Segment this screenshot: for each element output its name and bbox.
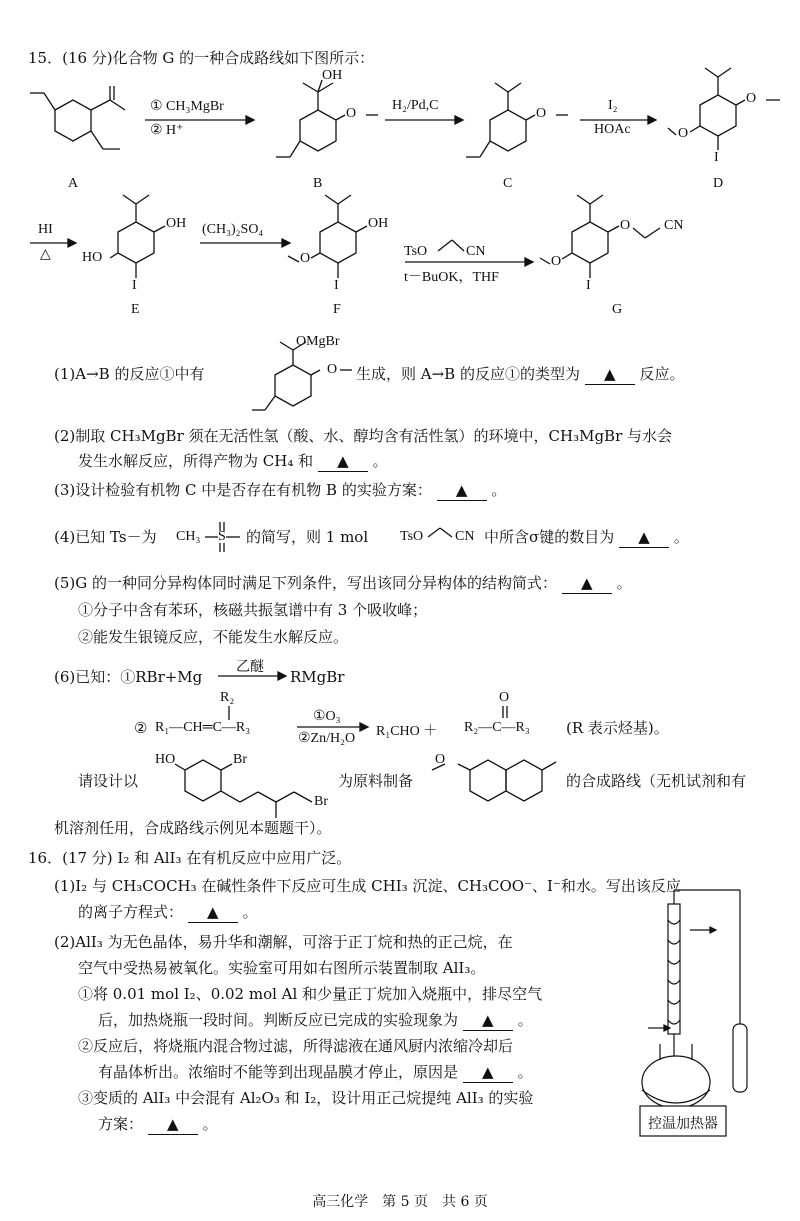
q16-2-step3-line2 <box>98 1114 218 1135</box>
q16-1-text-a: (1)I₂ 与 CH₃COCH₃ 在碱性条件下反应可生成 CHI₃ 沉淀、CH₃COO⁻、I⁻和水。写出该反应 <box>54 877 681 895</box>
q15-5-cond1: ①分子中含有苯环，核磁共振氢谱中有 3 个吸收峰； <box>78 601 428 619</box>
q15-2-text-c: 。 <box>372 452 388 470</box>
q15-1-answer-blank[interactable]: ▲ <box>585 364 635 385</box>
q16-header: 16．(17 分) I₂ 和 AlI₃ 在有机反应中应用广泛。 <box>28 849 352 867</box>
q16-2-text-b: 空气中受热易被氧化。实验室可用如右图所示装置制取 AlI₃。 <box>78 959 486 977</box>
q15-6-text-e: 机溶剂任用，合成路线示例见本题题干）。 <box>54 819 332 837</box>
q15-4-cn: CN <box>455 529 475 544</box>
reagent-de1: HI <box>38 222 53 237</box>
atom-o-d: O <box>746 91 757 106</box>
atom-i-e: I <box>132 278 137 293</box>
q15-6-text-b: 请设计以 <box>78 772 139 790</box>
reagent-cd1: I₂ <box>608 98 618 113</box>
q15-4-text-a: (4)已知 Ts－为 <box>54 528 157 546</box>
q15-4-ch3: CH₃ <box>176 529 201 544</box>
q15-3-answer-blank[interactable]: ▲ <box>437 480 487 501</box>
q15-3-line <box>54 480 506 501</box>
q15-5-text-c: 。 <box>616 574 632 592</box>
atom-ho-e: HO <box>82 250 103 265</box>
reagent-ab2: ② H⁺ <box>150 123 184 138</box>
q16-2-step1-answer-blank[interactable]: ▲ <box>463 1010 513 1031</box>
q15-2-text-b: 发生水解反应，所得产物为 CH₄ 和 <box>78 452 314 470</box>
atom-o-target: O <box>435 752 446 767</box>
q16-2-text-a: (2)AlI₃ 为无色晶体，易升华和潮解，可溶于正丁烷和热的正己烷，在 <box>54 933 513 951</box>
q15-6-n2: ② <box>134 719 148 737</box>
q15-6-zn: ②Zn/H₂O <box>298 731 356 746</box>
atom-o-g: O <box>620 218 631 233</box>
q15-1-text-a: (1)A→B 的反应①中有 <box>54 365 205 383</box>
q15-4-text-d: 。 <box>673 528 689 546</box>
q15-4-line-end <box>484 527 689 548</box>
q15-3-text-a: (3)设计检验有机物 C 中是否存在有机物 B 的实验方案： <box>54 481 432 499</box>
atom-o-d2: O <box>678 126 689 141</box>
atom-br-sm2: Br <box>314 794 328 809</box>
q15-header: 15．(16 分)化合物 G 的一种合成路线如下图所示： <box>28 49 375 67</box>
q15-2-answer-blank[interactable]: ▲ <box>318 451 368 472</box>
label-g: G <box>612 302 623 317</box>
q16-2-step1-line2 <box>98 1010 533 1031</box>
atom-oh-e: OH <box>166 216 187 231</box>
q15-3-text-c: 。 <box>491 481 507 499</box>
atom-br-sm1: Br <box>233 752 247 767</box>
reagent-ef: (CH₃)₂SO₄ <box>202 222 264 237</box>
q16-2-step2-b: 有晶体析出。浓缩时不能等到出现晶膜才停止，原因是 <box>98 1063 459 1081</box>
q16-1-text-c: 。 <box>242 903 258 921</box>
atom-oh-b: OH <box>322 68 343 83</box>
q16-2-step3-b: 方案： <box>98 1115 144 1133</box>
reagent-fg-tso: TsO <box>404 244 428 259</box>
compound-a-structure <box>30 86 125 149</box>
q15-6-ether: 乙醚 <box>236 660 264 675</box>
label-f: F <box>333 302 341 317</box>
q15-5-text-a: (5)G 的一种同分异构体同时满足下列条件，写出该同分异构体的结构简式： <box>54 574 558 592</box>
atom-omgbr: OMgBr <box>296 334 340 349</box>
q16-2-step3-end: 。 <box>202 1115 218 1133</box>
q15-6-alkene: R₁—CH═C—R₃ <box>155 720 251 735</box>
atom-o-int: O <box>327 362 338 377</box>
q15-4-tso: TsO <box>400 529 424 544</box>
q15-6-text-c: 为原料制备 <box>338 772 414 790</box>
compound-b-structure <box>276 80 378 157</box>
q15-4-text-b: 的简写，则 1 mol <box>246 528 369 546</box>
q15-6-text-d: 的合成路线（无机试剂和有 <box>566 772 747 790</box>
q16-2-step1-a: ①将 0.01 mol I₂、0.02 mol Al 和少量正丁烷加入烧瓶中，排尽空气 <box>78 985 543 1003</box>
q16-2-step3-a: ③变质的 AlI₃ 中会混有 Al₂O₃ 和 I₂，设计用正己烷提纯 AlI₃ 的实验 <box>78 1089 534 1107</box>
q15-6-rmgbr: RMgBr <box>290 668 345 686</box>
q15-4-text-c: 中所含σ键的数目为 <box>484 528 615 546</box>
atom-oh-f: OH <box>368 216 389 231</box>
q16-1-line2 <box>78 902 258 923</box>
reagent-ab1: ① CH₃MgBr <box>150 99 224 114</box>
reagent-bc: H₂/Pd,C <box>392 98 439 113</box>
reagent-de2: △ <box>40 247 51 262</box>
q16-2-step1-end: 。 <box>517 1011 533 1029</box>
q15-6-prod1: R₁CHO ＋ <box>376 724 438 739</box>
label-c: C <box>503 176 513 191</box>
atom-s: S <box>218 529 226 544</box>
atom-o-ketone: O <box>499 690 510 705</box>
q15-1-line <box>356 364 685 385</box>
q15-5-cond2: ②能发生银镜反应，不能发生水解反应。 <box>78 628 349 646</box>
q15-6-text-a: (6)已知：①RBr+Mg <box>54 668 203 686</box>
starting-material-structure <box>175 760 312 818</box>
reagent-fg-cn: CN <box>466 244 486 259</box>
q15-6-r2-top: R₂ <box>220 690 235 705</box>
q16-2-step1-b: 后，加热烧瓶一段时间。判断反应已完成的实验现象为 <box>98 1011 459 1029</box>
q15-4-answer-blank[interactable]: ▲ <box>619 527 669 548</box>
label-a: A <box>68 176 79 191</box>
target-product-structure <box>432 760 556 801</box>
q15-6-o3: ①O₃ <box>313 709 341 724</box>
q15-5-answer-blank[interactable]: ▲ <box>562 573 612 594</box>
reagent-fg2: t－BuOK，THF <box>404 270 499 285</box>
atom-o-c: O <box>536 106 547 121</box>
compound-e-structure <box>110 195 165 278</box>
reagent-cd2: HOAc <box>594 122 631 137</box>
q16-1-text-b: 的离子方程式： <box>78 903 184 921</box>
label-d: D <box>713 176 724 191</box>
q15-1-text-b: 生成，则 A→B 的反应①的类型为 <box>356 365 580 383</box>
q15-6-note: (R 表示烃基)。 <box>566 719 669 737</box>
q15-6-prod2: R₂—C—R₃ <box>464 720 530 735</box>
atom-i-d: I <box>714 150 719 165</box>
q16-2-step3-answer-blank[interactable]: ▲ <box>148 1114 198 1135</box>
heater-label: 控温加热器 <box>648 1116 718 1132</box>
apparatus-figure <box>640 890 747 1136</box>
atom-i-f: I <box>334 278 339 293</box>
label-b: B <box>313 176 323 191</box>
label-e: E <box>131 302 140 317</box>
compound-c-structure <box>466 83 568 157</box>
atom-o-f: O <box>300 251 311 266</box>
q16-2-step2-answer-blank[interactable]: ▲ <box>463 1062 513 1083</box>
atom-ho-sm: HO <box>155 752 176 767</box>
page-footer: 高三化学 第 5 页 共 6 页 <box>312 1194 488 1210</box>
q16-1-answer-blank[interactable]: ▲ <box>188 902 238 923</box>
q16-2-step2-a: ②反应后，将烧瓶内混合物过滤，所得滤液在通风厨内浓缩冷却后 <box>78 1037 514 1055</box>
atom-cn-g: CN <box>664 218 684 233</box>
atom-o-g2: O <box>551 254 562 269</box>
atom-i-g: I <box>586 278 591 293</box>
q16-2-step2-line2 <box>98 1062 533 1083</box>
atom-o-b: O <box>346 106 357 121</box>
q15-1-text-c: 反应。 <box>639 365 685 383</box>
q16-2-step2-end: 。 <box>517 1063 533 1081</box>
q15-2-line2 <box>78 451 388 472</box>
q15-2-text-a: (2)制取 CH₃MgBr 须在无活性氢（酸、水、醇均含有活性氢）的环境中，CH₃MgBr 与水会 <box>54 427 673 445</box>
q15-5-line <box>54 573 632 594</box>
